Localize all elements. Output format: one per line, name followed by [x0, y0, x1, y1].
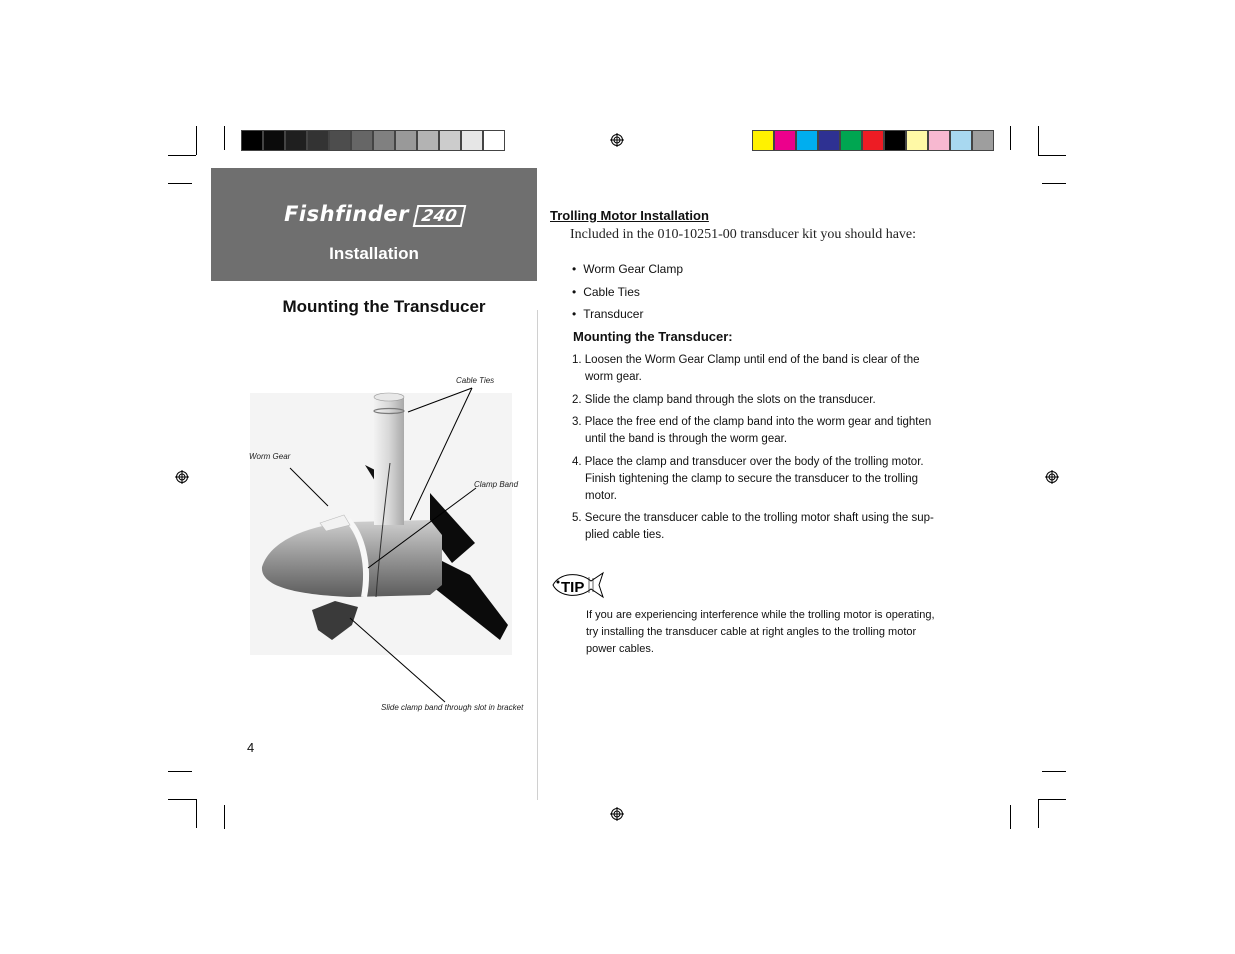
step-item: 2. Slide the clamp band through the slots on the transducer. [572, 393, 876, 406]
step-item: 5. Secure the transducer cable to the trolling motor shaft using the sup-plied cable ties. [572, 512, 934, 541]
color-swatch [483, 130, 505, 151]
color-swatch [461, 130, 483, 151]
step-item: 3. Place the free end of the clamp band into the worm gear and tighten until the band is through the worm gear. [572, 416, 932, 445]
registration-mark-icon [175, 470, 189, 484]
list-item: • Worm Gear Clamp [572, 260, 683, 283]
list-item: • Transducer [572, 305, 683, 328]
registration-mark-icon [610, 133, 624, 147]
color-swatch [285, 130, 307, 151]
step-item: 4. Place the clamp and transducer over the body of the trolling motor. Finish tightening the clamp to secure the transducer to the trolling motor. [572, 455, 924, 502]
color-swatch [840, 130, 862, 151]
registration-mark-icon [610, 807, 624, 821]
color-swatch [307, 130, 329, 151]
intro-text: Included in the 010-10251-00 transducer kit you should have: [570, 227, 917, 242]
color-swatch [862, 130, 884, 151]
label-cable-ties: Cable Ties [456, 376, 495, 385]
label-slide-clamp: Slide clamp band through slot in bracket [381, 703, 524, 712]
color-swatch [796, 130, 818, 151]
color-swatch [373, 130, 395, 151]
color-swatch [972, 130, 994, 151]
brand-logo [211, 202, 537, 227]
section-heading: Trolling Motor Installation [550, 208, 709, 223]
color-swatch [752, 130, 774, 151]
list-item: • Cable Ties [572, 283, 683, 306]
color-swatch [818, 130, 840, 151]
color-swatch [774, 130, 796, 151]
tip-label: TIP [561, 579, 585, 596]
column-divider [537, 310, 538, 800]
color-swatch [263, 130, 285, 151]
color-swatch [950, 130, 972, 151]
label-clamp-band: Clamp Band [474, 480, 519, 489]
color-swatch [351, 130, 373, 151]
chapter-header [211, 168, 537, 281]
color-swatch [439, 130, 461, 151]
color-swatch [241, 130, 263, 151]
color-swatch [395, 130, 417, 151]
color-swatch [884, 130, 906, 151]
step-item: 1. Loosen the Worm Gear Clamp until end of the band is clear of the worm gear. [572, 354, 920, 383]
label-worm-gear: Worm Gear [249, 452, 291, 461]
color-swatch [928, 130, 950, 151]
instruction-steps [572, 352, 940, 550]
subheading: Mounting the Transducer: [573, 329, 733, 344]
brand-model: 240 [413, 205, 467, 227]
registration-mark-icon [1045, 470, 1059, 484]
color-swatch [329, 130, 351, 151]
color-swatch [417, 130, 439, 151]
page-number: 4 [247, 740, 255, 755]
kit-list [572, 260, 683, 328]
leader-lines [240, 380, 530, 710]
color-swatch [906, 130, 928, 151]
tip-text: If you are experiencing interference while the trolling motor is operating, try installing the transducer cable at right angles to the trolling motor power cables. [586, 609, 935, 655]
section-title: Installation [329, 244, 419, 263]
brand-name: Fishfinder [284, 202, 409, 226]
tip-fish-icon [549, 569, 605, 601]
page-heading: Mounting the Transducer [282, 297, 486, 316]
